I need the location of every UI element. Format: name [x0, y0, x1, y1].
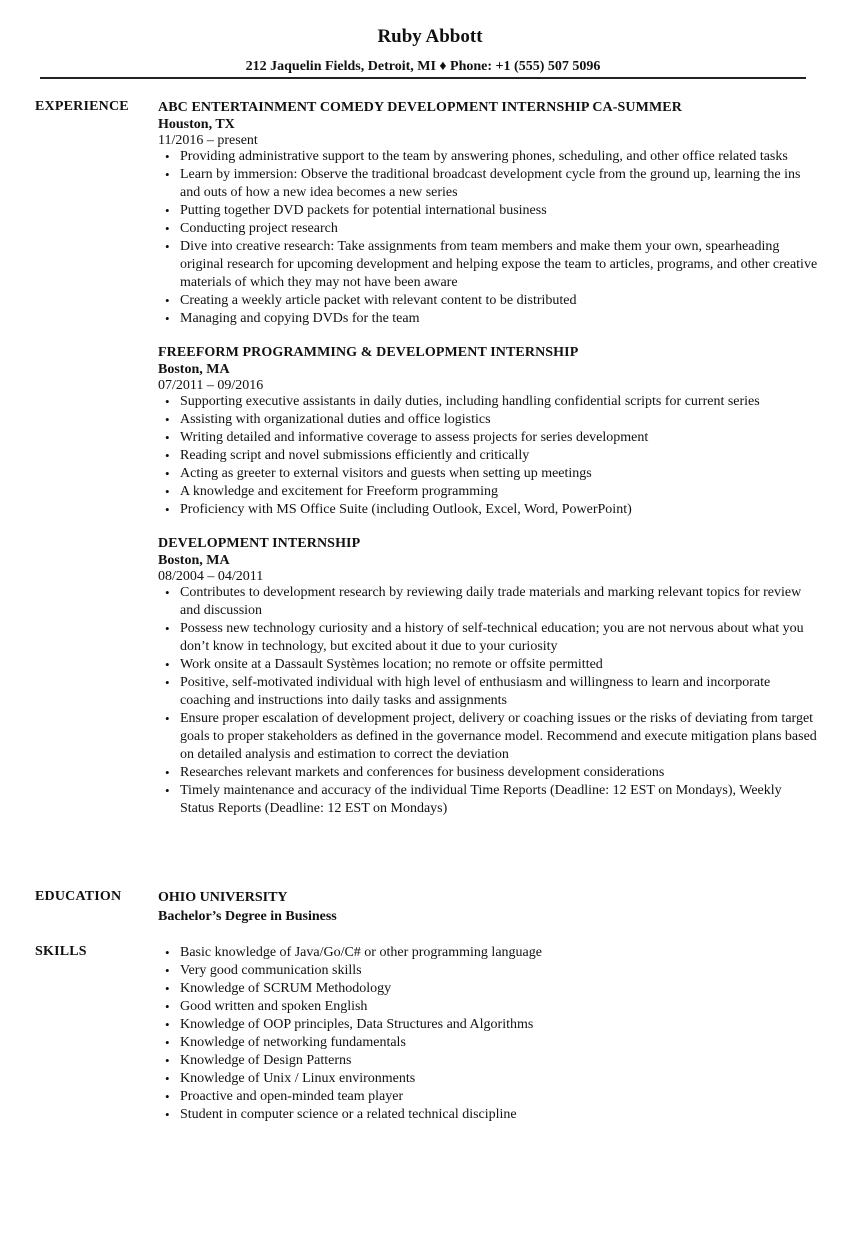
- list-item: • Putting together DVD packets for potential international business: [158, 202, 818, 220]
- list-item: • Managing and copying DVDs for the team: [158, 310, 818, 328]
- skills-list: [158, 944, 818, 1124]
- list-item: • Providing administrative support to the team by answering phones, scheduling, and other office related tasks: [158, 148, 818, 166]
- list-item: • Ensure proper escalation of development project, delivery or coaching issues or the risks of deviating from target goals to proper stakeholders as defined in the governance model. Recommend and execute mitigation plans based on detailed analysis and estimation to correct the deviation: [158, 710, 818, 764]
- header-divider: [40, 77, 806, 79]
- list-item: • Positive, self-motivated individual with high level of enthusiasm and willingness to learn and incorporate coaching and instructions into daily tasks and assignments: [158, 674, 818, 710]
- list-item: • A knowledge and excitement for Freeform programming: [158, 483, 818, 501]
- list-item: • Work onsite at a Dassault Systèmes location; no remote or offsite permitted: [158, 656, 818, 674]
- job-title: FREEFORM PROGRAMMING & DEVELOPMENT INTERNSHIP: [158, 345, 579, 360]
- candidate-name: Ruby Abbott: [377, 26, 483, 47]
- list-item: • Proficiency with MS Office Suite (including Outlook, Excel, Word, PowerPoint): [158, 501, 818, 519]
- job-title: DEVELOPMENT INTERNSHIP: [158, 536, 361, 551]
- education-body: [158, 889, 818, 927]
- job-location: Boston, MA: [158, 362, 230, 377]
- list-item: • Acting as greeter to external visitors and guests when setting up meetings: [158, 465, 818, 483]
- list-item: • Learn by immersion: Observe the traditional broadcast development cycle from the ground up, learning the ins and outs of how a new idea becomes a new series: [158, 166, 818, 202]
- list-item: • Student in computer science or a related technical discipline: [158, 1106, 818, 1124]
- job-location: Boston, MA: [158, 553, 230, 568]
- job-entry: [158, 535, 818, 818]
- list-item: • Supporting executive assistants in daily duties, including handling confidential scripts for current series: [158, 393, 818, 411]
- skills-body: [158, 944, 818, 1124]
- education-heading: EDUCATION: [35, 889, 122, 904]
- list-item: • Reading script and novel submissions efficiently and critically: [158, 447, 818, 465]
- contact-line: 212 Jaquelin Fields, Detroit, MI ♦ Phone: +1 (555) 507 5096: [245, 59, 601, 74]
- job-title: ABC ENTERTAINMENT COMEDY DEVELOPMENT INTERNSHIP CA-SUMMER: [158, 100, 682, 115]
- list-item: • Creating a weekly article packet with relevant content to be distributed: [158, 292, 818, 310]
- school-name: OHIO UNIVERSITY: [158, 890, 288, 905]
- list-item: • Contributes to development research by reviewing daily trade materials and marking relevant topics for review and discussion: [158, 584, 818, 620]
- list-item: • Conducting project research: [158, 220, 818, 238]
- list-item: • Knowledge of Unix / Linux environments: [158, 1070, 818, 1088]
- job-entry: [158, 99, 818, 328]
- job-dates: 08/2004 – 04/2011: [158, 569, 264, 584]
- list-item: • Dive into creative research: Take assignments from team members and make them your own, spearheading original research for upcoming development and helping expose the team to articles, programs, and other creative materials of which they may not have been aware: [158, 238, 818, 292]
- list-item: • Knowledge of networking fundamentals: [158, 1034, 818, 1052]
- job-bullets: [158, 584, 818, 818]
- list-item: • Very good communication skills: [158, 962, 818, 980]
- job-bullets: [158, 393, 818, 519]
- list-item: • Good written and spoken English: [158, 998, 818, 1016]
- job-entry: [158, 344, 818, 519]
- list-item: • Knowledge of SCRUM Methodology: [158, 980, 818, 998]
- experience-heading: EXPERIENCE: [35, 99, 129, 114]
- list-item: • Timely maintenance and accuracy of the individual Time Reports (Deadline: 12 EST on Mondays), Weekly Status Reports (Deadline: 12 EST on Mondays): [158, 782, 818, 818]
- list-item: • Possess new technology curiosity and a history of self-technical education; you are not nervous about what you don’t know in technology, but excited about it due to your curiosity: [158, 620, 818, 656]
- list-item: • Proactive and open-minded team player: [158, 1088, 818, 1106]
- list-item: • Researches relevant markets and conferences for business development considerations: [158, 764, 818, 782]
- job-dates: 07/2011 – 09/2016: [158, 378, 264, 393]
- experience-list: [158, 99, 818, 834]
- job-bullets: [158, 148, 818, 328]
- skills-heading: SKILLS: [35, 944, 87, 959]
- list-item: • Knowledge of Design Patterns: [158, 1052, 818, 1070]
- list-item: • Writing detailed and informative coverage to assess projects for series development: [158, 429, 818, 447]
- list-item: • Assisting with organizational duties and office logistics: [158, 411, 818, 429]
- list-item: • Basic knowledge of Java/Go/C# or other programming language: [158, 944, 818, 962]
- degree: Bachelor’s Degree in Business: [158, 909, 337, 924]
- job-dates: 11/2016 – present: [158, 133, 258, 148]
- job-location: Houston, TX: [158, 117, 235, 132]
- list-item: • Knowledge of OOP principles, Data Structures and Algorithms: [158, 1016, 818, 1034]
